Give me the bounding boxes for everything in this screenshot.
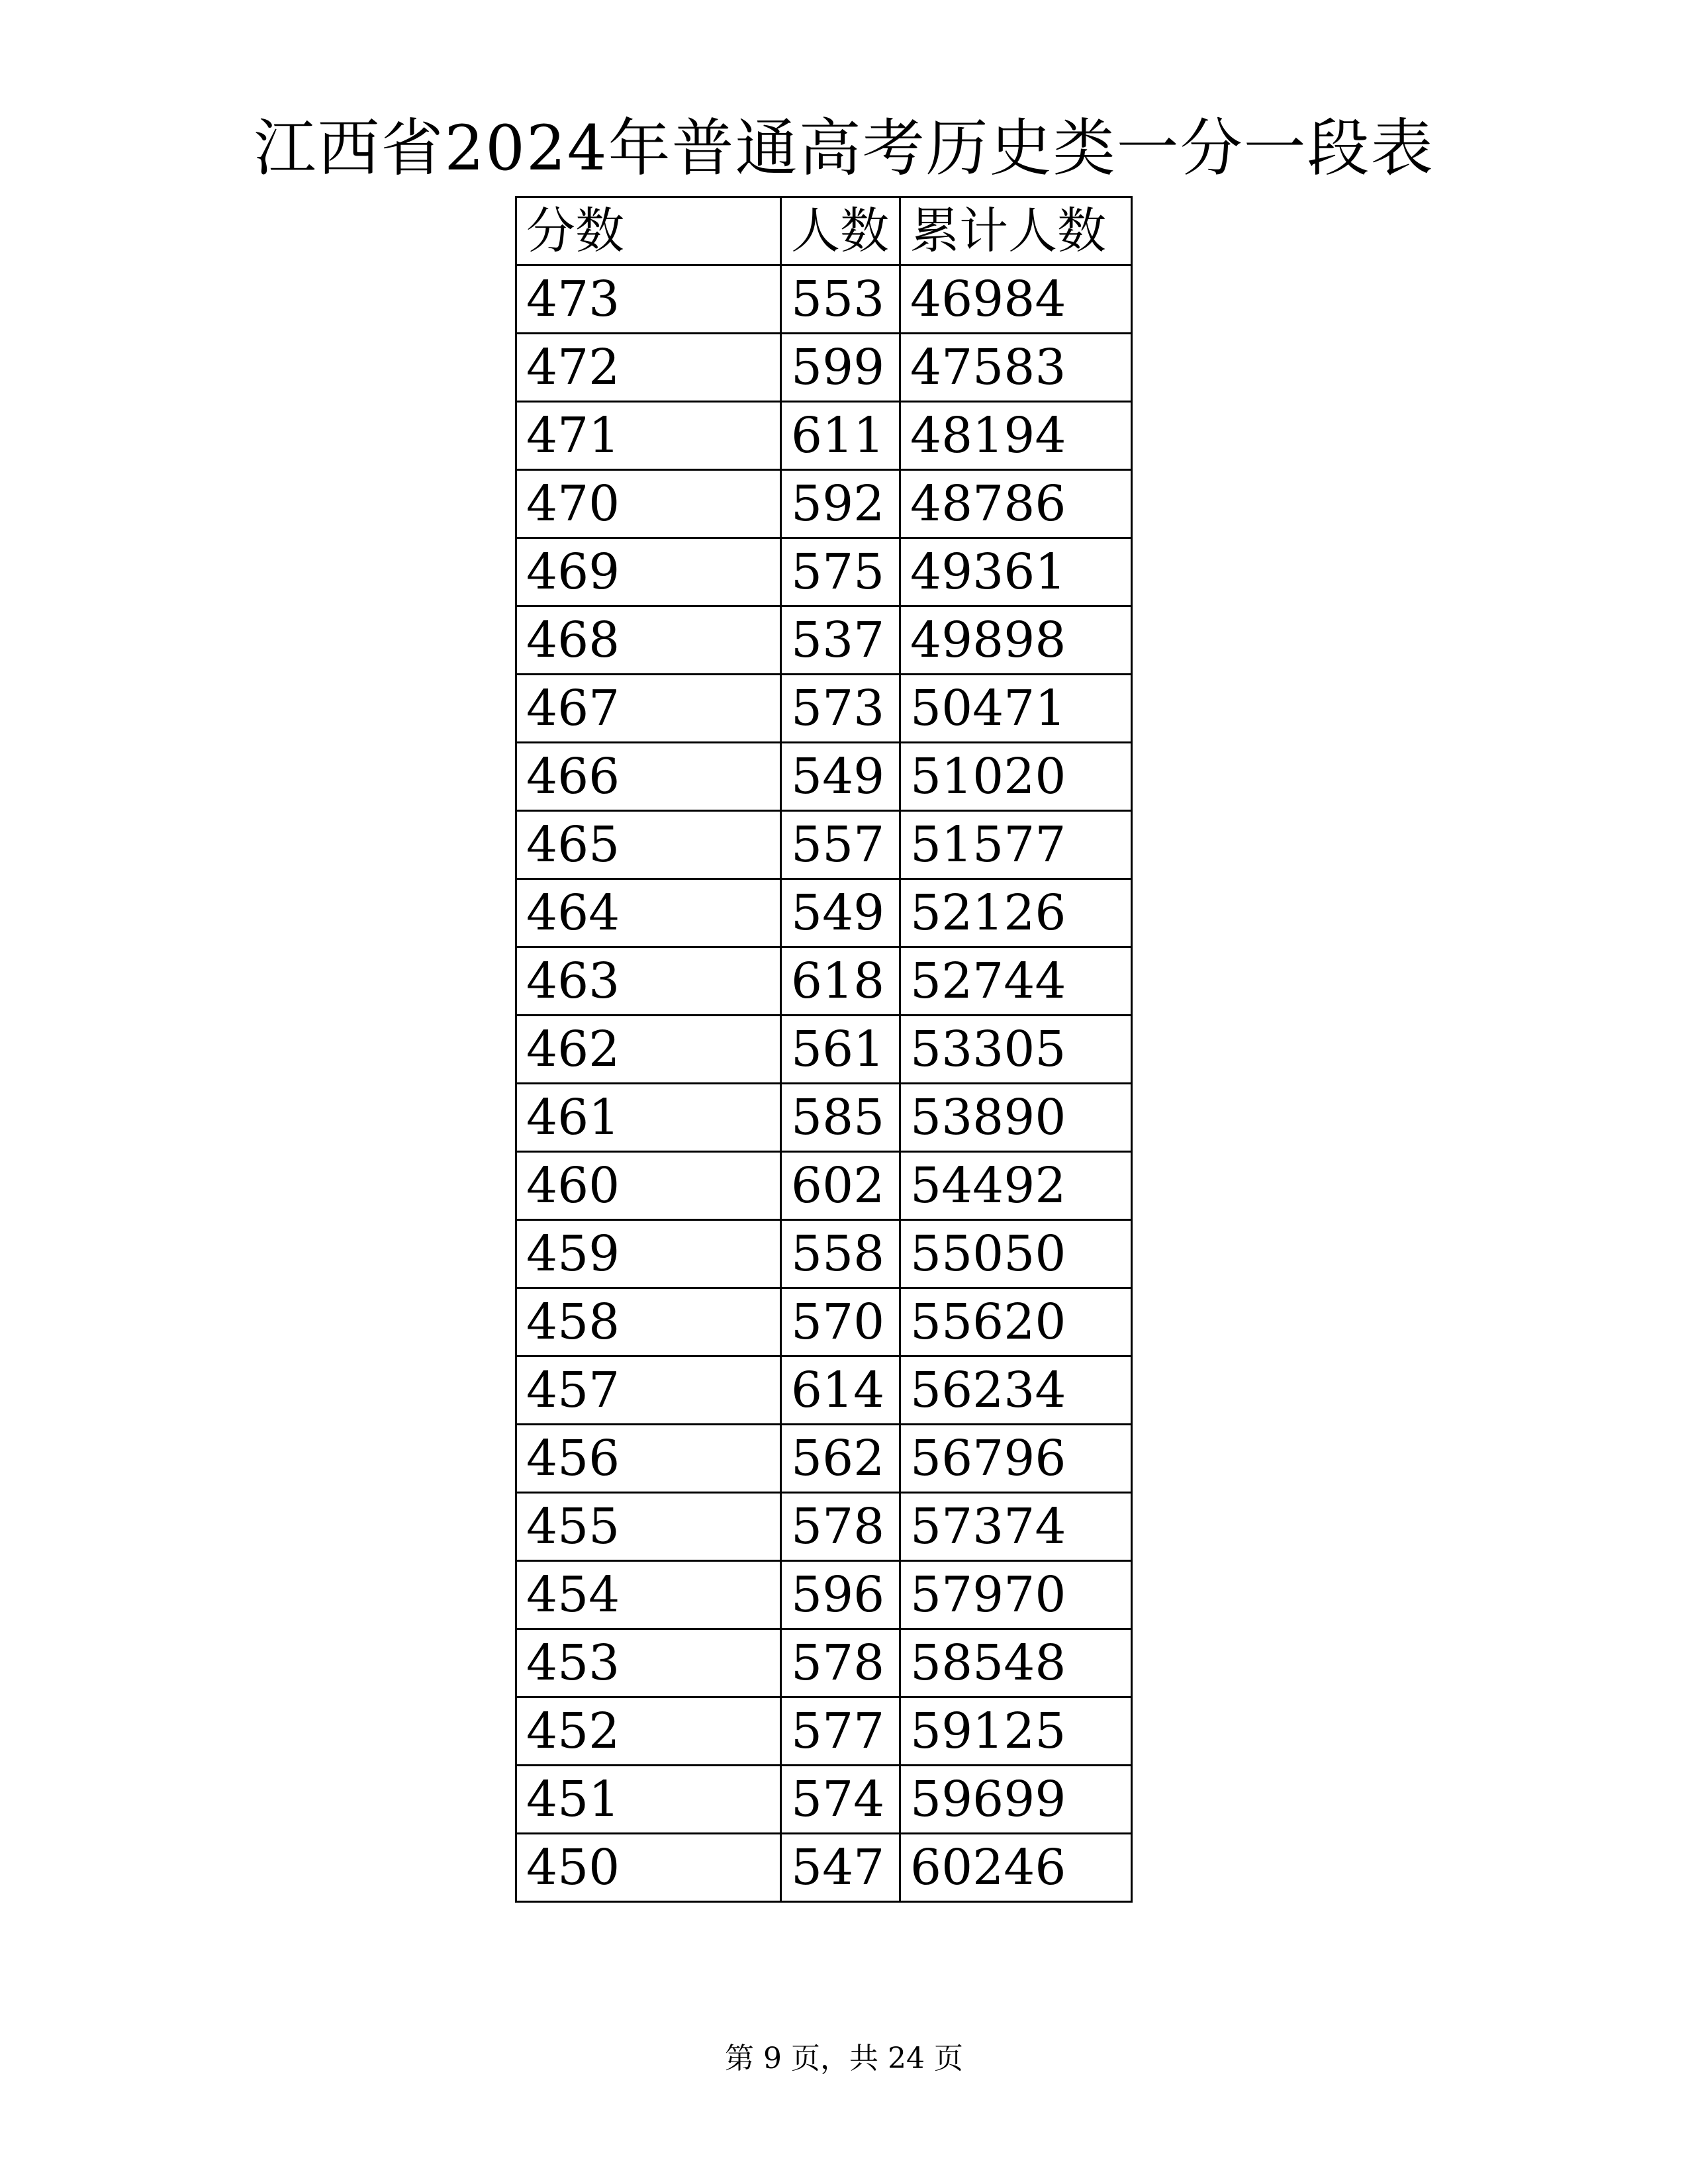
table-row: [516, 606, 1132, 675]
table-row: [516, 538, 1132, 606]
cell-score: 472: [516, 334, 781, 402]
cell-cumulative: 51020: [900, 743, 1132, 811]
cell-cumulative: 56234: [900, 1356, 1132, 1425]
cell-count: 574: [781, 1766, 900, 1834]
cell-count: 577: [781, 1697, 900, 1766]
cell-cumulative: 49898: [900, 606, 1132, 675]
cell-cumulative: 57970: [900, 1561, 1132, 1629]
cell-score: 473: [516, 265, 781, 334]
table-row: [516, 470, 1132, 538]
cell-count: 557: [781, 811, 900, 879]
cell-count: 585: [781, 1084, 900, 1152]
table-row: [516, 265, 1132, 334]
cell-score: 466: [516, 743, 781, 811]
cell-score: 455: [516, 1493, 781, 1561]
table-row: [516, 1356, 1132, 1425]
cell-cumulative: 56796: [900, 1425, 1132, 1493]
cell-score: 462: [516, 1016, 781, 1084]
cell-cumulative: 59125: [900, 1697, 1132, 1766]
cell-score: 464: [516, 879, 781, 947]
cell-count: 549: [781, 743, 900, 811]
cell-score: 459: [516, 1220, 781, 1288]
cell-count: 570: [781, 1288, 900, 1356]
cell-cumulative: 46984: [900, 265, 1132, 334]
table-row: [516, 1629, 1132, 1697]
cell-cumulative: 54492: [900, 1152, 1132, 1220]
cell-score: 454: [516, 1561, 781, 1629]
cell-score: 453: [516, 1629, 781, 1697]
table-row: [516, 334, 1132, 402]
cell-count: 558: [781, 1220, 900, 1288]
table-row: [516, 1493, 1132, 1561]
table-row: [516, 1016, 1132, 1084]
cell-cumulative: 58548: [900, 1629, 1132, 1697]
cell-count: 614: [781, 1356, 900, 1425]
cell-count: 578: [781, 1629, 900, 1697]
cell-count: 618: [781, 947, 900, 1016]
cell-cumulative: 52744: [900, 947, 1132, 1016]
cell-cumulative: 57374: [900, 1493, 1132, 1561]
cell-count: 575: [781, 538, 900, 606]
cell-count: 553: [781, 265, 900, 334]
header-count: 人数: [781, 197, 900, 265]
cell-cumulative: 48194: [900, 402, 1132, 470]
cell-count: 573: [781, 675, 900, 743]
table-row: [516, 1834, 1132, 1902]
cell-cumulative: 51577: [900, 811, 1132, 879]
cell-cumulative: 60246: [900, 1834, 1132, 1902]
cell-count: 578: [781, 1493, 900, 1561]
table-row: [516, 1561, 1132, 1629]
table-row: [516, 1288, 1132, 1356]
table-row: [516, 1697, 1132, 1766]
table-row: [516, 947, 1132, 1016]
table-row: [516, 1766, 1132, 1834]
cell-count: 547: [781, 1834, 900, 1902]
page-title: 江西省2024年普通高考历史类一分一段表: [254, 113, 1434, 185]
cell-cumulative: 59699: [900, 1766, 1132, 1834]
cell-cumulative: 53305: [900, 1016, 1132, 1084]
cell-score: 470: [516, 470, 781, 538]
cell-count: 611: [781, 402, 900, 470]
table-row: [516, 1425, 1132, 1493]
cell-count: 602: [781, 1152, 900, 1220]
score-distribution-table: [515, 196, 1133, 1903]
cell-count: 592: [781, 470, 900, 538]
cell-cumulative: 48786: [900, 470, 1132, 538]
cell-cumulative: 49361: [900, 538, 1132, 606]
table-row: [516, 811, 1132, 879]
cell-score: 452: [516, 1697, 781, 1766]
cell-count: 596: [781, 1561, 900, 1629]
cell-count: 537: [781, 606, 900, 675]
cell-cumulative: 52126: [900, 879, 1132, 947]
cell-score: 451: [516, 1766, 781, 1834]
cell-score: 457: [516, 1356, 781, 1425]
cell-cumulative: 50471: [900, 675, 1132, 743]
table-header-row: [516, 197, 1132, 265]
table-row: [516, 1084, 1132, 1152]
table-row: [516, 743, 1132, 811]
table-row: [516, 675, 1132, 743]
cell-cumulative: 47583: [900, 334, 1132, 402]
table-row: [516, 1152, 1132, 1220]
cell-count: 599: [781, 334, 900, 402]
cell-score: 468: [516, 606, 781, 675]
cell-count: 561: [781, 1016, 900, 1084]
cell-score: 460: [516, 1152, 781, 1220]
cell-score: 463: [516, 947, 781, 1016]
cell-cumulative: 55050: [900, 1220, 1132, 1288]
cell-count: 562: [781, 1425, 900, 1493]
cell-count: 549: [781, 879, 900, 947]
cell-score: 461: [516, 1084, 781, 1152]
cell-score: 471: [516, 402, 781, 470]
header-score: 分数: [516, 197, 781, 265]
table-row: [516, 879, 1132, 947]
cell-score: 456: [516, 1425, 781, 1493]
cell-score: 467: [516, 675, 781, 743]
table-row: [516, 1220, 1132, 1288]
cell-cumulative: 55620: [900, 1288, 1132, 1356]
cell-score: 458: [516, 1288, 781, 1356]
header-cumulative: 累计人数: [900, 197, 1132, 265]
cell-cumulative: 53890: [900, 1084, 1132, 1152]
cell-score: 450: [516, 1834, 781, 1902]
table-body: [516, 265, 1132, 1902]
cell-score: 465: [516, 811, 781, 879]
page-footer: 第 9 页，共 24 页: [725, 2042, 963, 2075]
cell-score: 469: [516, 538, 781, 606]
table-row: [516, 402, 1132, 470]
